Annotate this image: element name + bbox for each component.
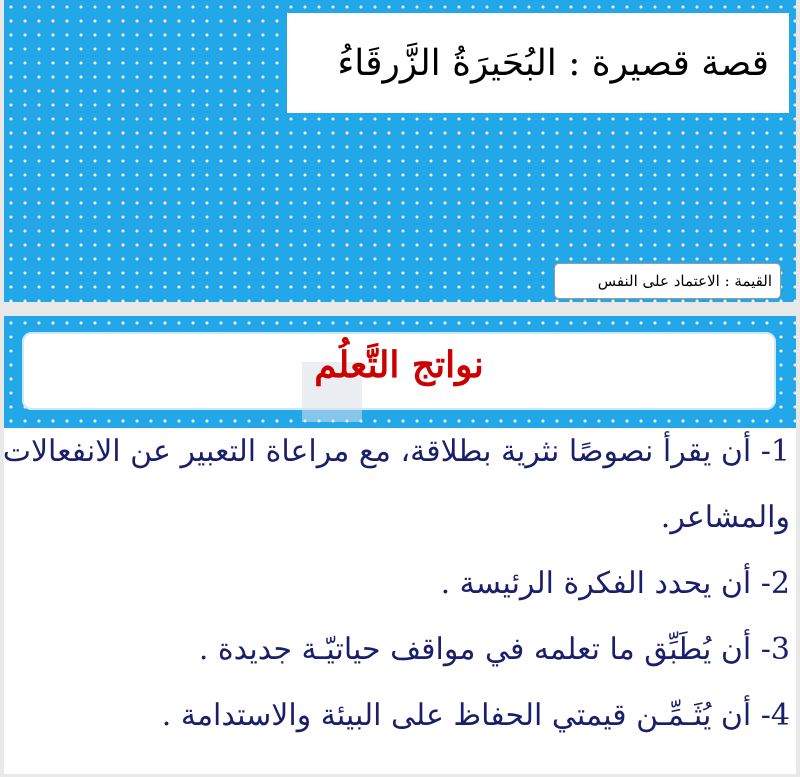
value-box [554,263,781,299]
outcome-4: 4- أن يُثَـمِّـن قيمتي الحفاظ على البيئة والاستدامة . [161,698,790,733]
outcomes-list [4,428,796,774]
slide-title [4,0,796,302]
heading-box [22,332,776,410]
slide-learning-outcomes [4,316,796,774]
title-box [287,13,789,113]
value-label: القيمة : الاعتماد على النفس [597,272,772,290]
outcome-1-line-1: 1- أن يقرأ نصوصًا نثرية بطلاقة، مع مراعاة التعبير عن الانفعالات [2,434,790,469]
outcome-2: 2- أن يحدد الفكرة الرئيسة . [440,566,790,601]
outcomes-heading: نواتج التَّعلُم [314,344,484,386]
story-title: قصة قصيرة : البُحَيرَةُ الزَّرقَاءُ [337,42,769,84]
outcome-1-line-2: والمشاعر. [660,500,790,535]
outcome-3: 3- أن يُطَبِّق ما تعلمه في مواقف حياتيّـة جديدة . [198,632,790,667]
